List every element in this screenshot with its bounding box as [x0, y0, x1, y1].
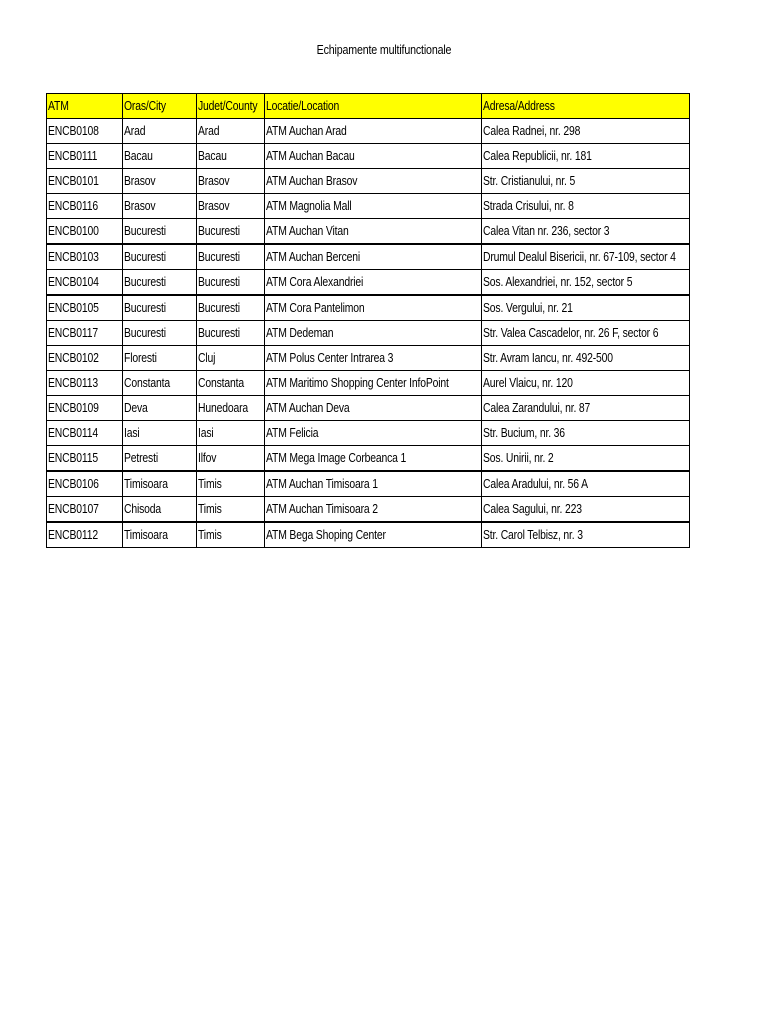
cell-county: Arad — [197, 119, 265, 144]
cell-address: Sos. Vergului, nr. 21 — [482, 295, 690, 321]
cell-city: Bucuresti — [123, 244, 197, 270]
cell-city: Bucuresti — [123, 219, 197, 245]
cell-address: Str. Valea Cascadelor, nr. 26 F, sector 6 — [482, 321, 690, 346]
cell-address: Calea Zarandului, nr. 87 — [482, 396, 690, 421]
cell-address: Calea Vitan nr. 236, sector 3 — [482, 219, 690, 245]
cell-atm: ENCB0104 — [47, 270, 123, 296]
cell-county: Brasov — [197, 194, 265, 219]
table-row — [47, 219, 690, 245]
cell-atm: ENCB0107 — [47, 497, 123, 523]
cell-address: Calea Republicii, nr. 181 — [482, 144, 690, 169]
cell-address: Str. Bucium, nr. 36 — [482, 421, 690, 446]
cell-city: Bucuresti — [123, 321, 197, 346]
cell-atm: ENCB0108 — [47, 119, 123, 144]
cell-location: ATM Dedeman — [265, 321, 482, 346]
cell-county: Hunedoara — [197, 396, 265, 421]
table-row — [47, 270, 690, 296]
cell-location: ATM Auchan Vitan — [265, 219, 482, 245]
cell-city: Bacau — [123, 144, 197, 169]
table-row — [47, 346, 690, 371]
table-row — [47, 522, 690, 548]
cell-atm: ENCB0116 — [47, 194, 123, 219]
cell-location: ATM Cora Pantelimon — [265, 295, 482, 321]
cell-address: Aurel Vlaicu, nr. 120 — [482, 371, 690, 396]
cell-location: ATM Cora Alexandriei — [265, 270, 482, 296]
cell-atm: ENCB0100 — [47, 219, 123, 245]
cell-atm: ENCB0102 — [47, 346, 123, 371]
cell-atm: ENCB0103 — [47, 244, 123, 270]
cell-atm: ENCB0115 — [47, 446, 123, 472]
table-row — [47, 321, 690, 346]
cell-county: Bucuresti — [197, 244, 265, 270]
cell-atm: ENCB0106 — [47, 471, 123, 497]
cell-city: Brasov — [123, 194, 197, 219]
cell-location: ATM Felicia — [265, 421, 482, 446]
cell-county: Constanta — [197, 371, 265, 396]
cell-location: ATM Auchan Timisoara 1 — [265, 471, 482, 497]
cell-county: Brasov — [197, 169, 265, 194]
cell-address: Strada Crisului, nr. 8 — [482, 194, 690, 219]
cell-county: Iasi — [197, 421, 265, 446]
header-address: Adresa/Address — [482, 94, 690, 119]
cell-county: Timis — [197, 497, 265, 523]
cell-address: Calea Radnei, nr. 298 — [482, 119, 690, 144]
cell-atm: ENCB0112 — [47, 522, 123, 548]
cell-atm: ENCB0114 — [47, 421, 123, 446]
cell-location: ATM Polus Center Intrarea 3 — [265, 346, 482, 371]
cell-city: Timisoara — [123, 471, 197, 497]
table-row — [47, 497, 690, 523]
cell-city: Bucuresti — [123, 270, 197, 296]
cell-location: ATM Auchan Deva — [265, 396, 482, 421]
cell-location: ATM Auchan Brasov — [265, 169, 482, 194]
table-row — [47, 169, 690, 194]
table-row — [47, 371, 690, 396]
cell-address: Sos. Unirii, nr. 2 — [482, 446, 690, 472]
cell-atm: ENCB0109 — [47, 396, 123, 421]
cell-address: Calea Aradului, nr. 56 A — [482, 471, 690, 497]
cell-atm: ENCB0113 — [47, 371, 123, 396]
cell-address: Sos. Alexandriei, nr. 152, sector 5 — [482, 270, 690, 296]
cell-city: Timisoara — [123, 522, 197, 548]
atm-table — [46, 93, 690, 548]
cell-atm: ENCB0105 — [47, 295, 123, 321]
cell-atm: ENCB0117 — [47, 321, 123, 346]
cell-location: ATM Auchan Berceni — [265, 244, 482, 270]
cell-location: ATM Bega Shoping Center — [265, 522, 482, 548]
table-header-row — [47, 94, 690, 119]
table-row — [47, 194, 690, 219]
table-row — [47, 471, 690, 497]
cell-county: Bucuresti — [197, 219, 265, 245]
cell-county: Ilfov — [197, 446, 265, 472]
table-row — [47, 446, 690, 472]
cell-address: Str. Cristianului, nr. 5 — [482, 169, 690, 194]
table-row — [47, 421, 690, 446]
cell-location: ATM Auchan Arad — [265, 119, 482, 144]
cell-city: Iasi — [123, 421, 197, 446]
cell-county: Timis — [197, 471, 265, 497]
cell-location: ATM Maritimo Shopping Center InfoPoint — [265, 371, 482, 396]
cell-county: Cluj — [197, 346, 265, 371]
cell-city: Deva — [123, 396, 197, 421]
cell-city: Floresti — [123, 346, 197, 371]
table-row — [47, 144, 690, 169]
cell-city: Arad — [123, 119, 197, 144]
cell-location: ATM Magnolia Mall — [265, 194, 482, 219]
page-title: Echipamente multifunctionale — [316, 42, 452, 57]
cell-city: Constanta — [123, 371, 197, 396]
cell-address: Str. Avram Iancu, nr. 492-500 — [482, 346, 690, 371]
cell-location: ATM Auchan Timisoara 2 — [265, 497, 482, 523]
header-atm: ATM — [47, 94, 123, 119]
cell-address: Drumul Dealul Bisericii, nr. 67-109, sector 4 — [482, 244, 690, 270]
cell-address: Calea Sagului, nr. 223 — [482, 497, 690, 523]
header-city: Oras/City — [123, 94, 197, 119]
cell-county: Bucuresti — [197, 295, 265, 321]
cell-city: Brasov — [123, 169, 197, 194]
cell-atm: ENCB0101 — [47, 169, 123, 194]
cell-city: Bucuresti — [123, 295, 197, 321]
header-county: Judet/County — [197, 94, 265, 119]
table-row — [47, 396, 690, 421]
table-row — [47, 244, 690, 270]
cell-atm: ENCB0111 — [47, 144, 123, 169]
cell-county: Bucuresti — [197, 270, 265, 296]
cell-address: Str. Carol Telbisz, nr. 3 — [482, 522, 690, 548]
cell-location: ATM Mega Image Corbeanca 1 — [265, 446, 482, 472]
cell-county: Timis — [197, 522, 265, 548]
cell-county: Bucuresti — [197, 321, 265, 346]
cell-location: ATM Auchan Bacau — [265, 144, 482, 169]
table-row — [47, 295, 690, 321]
header-location: Locatie/Location — [265, 94, 482, 119]
cell-city: Petresti — [123, 446, 197, 472]
table-row — [47, 119, 690, 144]
cell-county: Bacau — [197, 144, 265, 169]
cell-city: Chisoda — [123, 497, 197, 523]
